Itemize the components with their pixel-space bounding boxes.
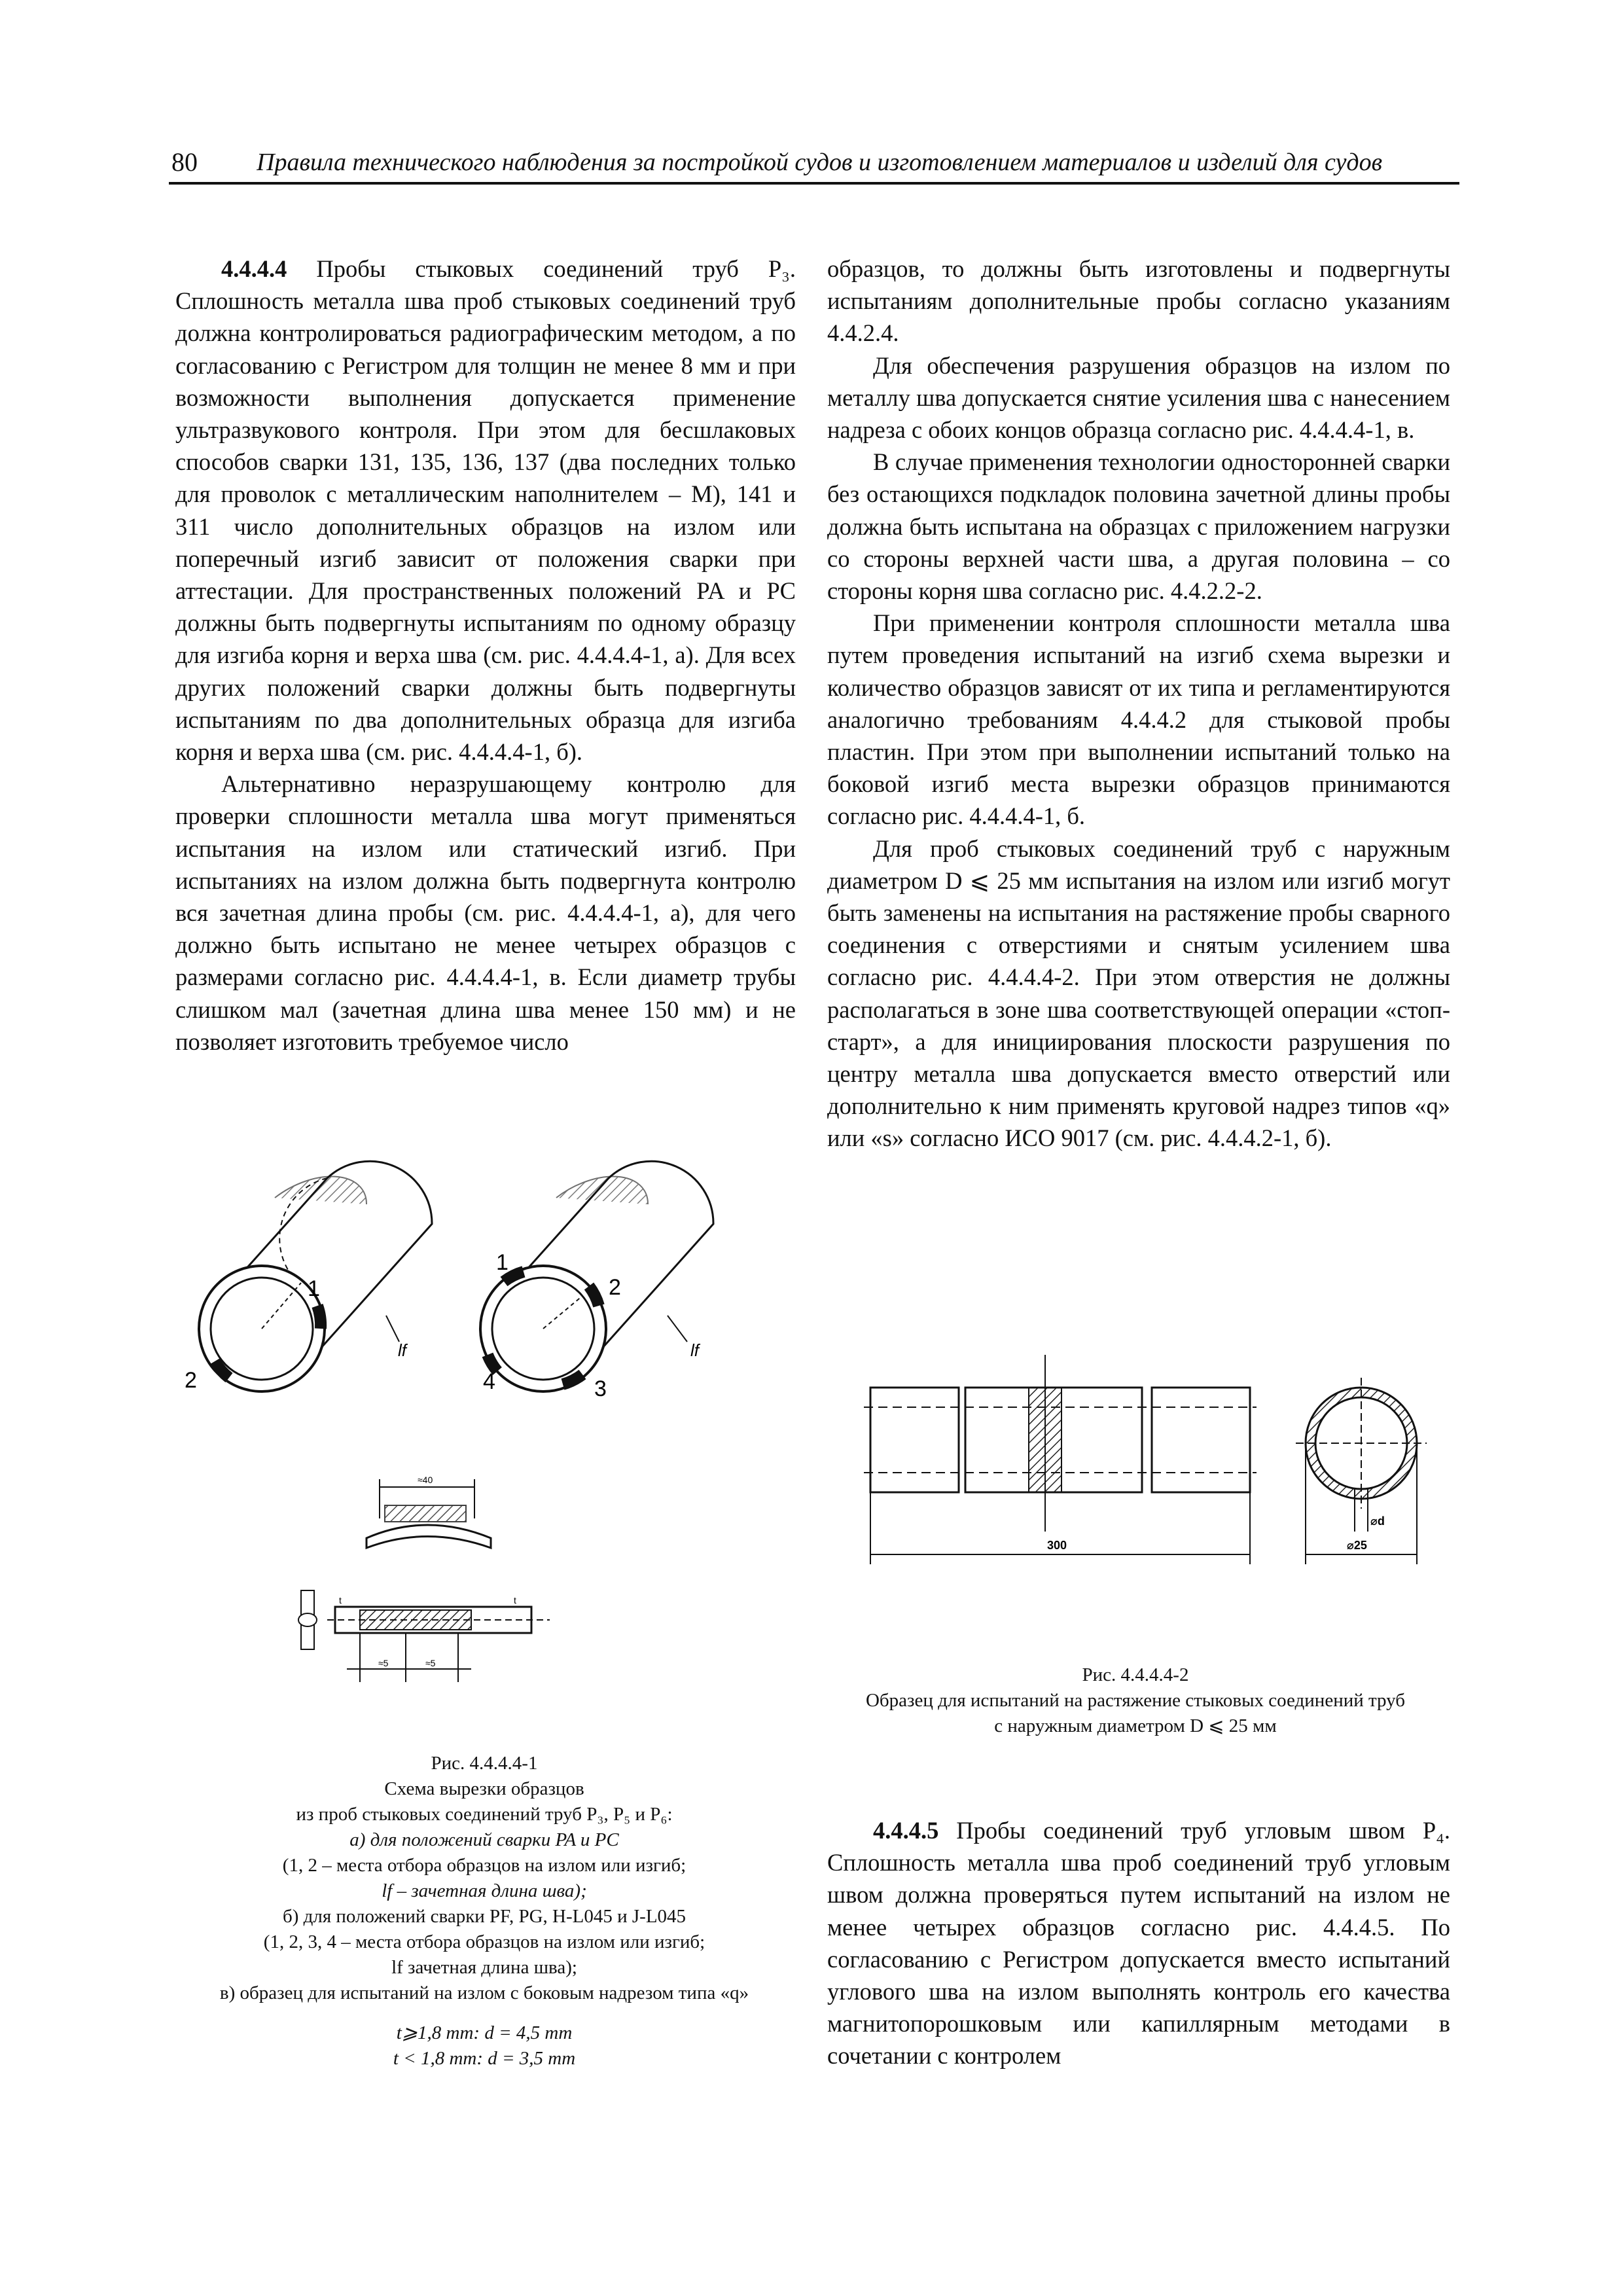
caption-line: с наружным диаметром D ⩽ 25 мм xyxy=(994,1715,1277,1736)
dim-5-left: ≈5 xyxy=(378,1658,389,1668)
dim-diameter-25: ⌀25 xyxy=(1347,1539,1367,1552)
figure-tensile-specimen xyxy=(864,1348,1440,1584)
section-number: 4.4.4.4 xyxy=(221,255,287,282)
caption-line: t⩾1,8 mm: d = 4,5 mm xyxy=(396,2022,573,2043)
paragraph-text: Пробы соединений труб угловым швом P₄. Сплошность металла шва проб соединений труб угловым швом должна проверяться путем испытаний на излом не менее четырех образцов согласно рис. 4.4.4.5. По согласованию с Регистром допускается вместо испытаний углового шва на излом выполнять контроль его качества магнитопорошковым или капиллярным методами в сочетании с контролем xyxy=(827,1817,1450,2070)
caption-line: lf зачетная длина шва); xyxy=(391,1957,577,1978)
dim-t-left: t xyxy=(339,1595,342,1605)
left-column xyxy=(175,253,796,1058)
fig-a-label-lf: lf xyxy=(398,1340,406,1360)
paragraph-alternative: Альтернативно неразрушающему контролю для проверки сплошности металла шва могут применяться испытания на излом или статический изгиб. При испытаниях на излом должна быть подвергнута контролю вся зачетная длина пробы (см. рис. 4.4.4.4-1, а), для чего должно быть испытано не менее четырех образцов с размерами согласно рис. 4.4.4.4-1, в. Если диаметр трубы слишком мал (зачетная длина шва менее 150 мм) и не позволяет изготовить требуемое число xyxy=(175,770,796,1055)
right-column xyxy=(827,253,1450,1155)
paragraph-4-4-4-4 xyxy=(175,253,796,768)
paragraph-bend: При применении контроля сплошности металла шва путем проведения испытаний на изгиб схема вырезки и количество образцов зависят от их типа и регламентируются аналогично требованиям 4.4.4.2 для стыковой пробы пластин. При этом при выполнении испытаний только на боковой изгиб места вырезки образцов принимаются согласно рис. 4.4.4.4-1, б. xyxy=(827,609,1450,830)
caption-line: Образец для испытаний на растяжение стыковых соединений труб xyxy=(865,1690,1406,1711)
fig-a-label-2: 2 xyxy=(185,1368,197,1393)
figure-2-caption xyxy=(812,1662,1459,1739)
caption-line: lf – зачетная длина шва); xyxy=(382,1880,587,1901)
caption-line: б) для положений сварки PF, PG, H-L045 и J-L045 xyxy=(282,1906,687,1927)
paragraph-fracture: Для обеспечения разрушения образцов на излом по металлу шва допускается снятие усиления шва с нанесением надреза с обоих концов образца согласно рис. 4.4.4.4-1, в. xyxy=(827,351,1450,444)
paragraph-small-diameter: Для проб стыковых соединений труб с наружным диаметром D ⩽ 25 мм испытания на излом или изгиб могут быть заменены на испытания на растяжение пробы сварного соединения с отверстиями и снятым усилением шва согласно рис. 4.4.4.4-2. При этом отверстия не должны располагаться в зоне шва соответствующей операции «стоп-старт», а для инициирования плоскости разрушения по центру металла шва допускается вместо отверстий или дополнительно к ним применять круговой надрез типов «q» или «s» согласно ИСО 9017 (см. рис. 4.4.4.2-1, б). xyxy=(827,834,1450,1152)
figure-pipe-sketches xyxy=(170,1152,798,1401)
fig-b-label-1: 1 xyxy=(496,1250,508,1275)
caption-line: (1, 2, 3, 4 – места отбора образцов на излом или изгиб; xyxy=(263,1931,705,1952)
header-rule xyxy=(169,182,1459,185)
caption-line: t < 1,8 mm: d = 3,5 mm xyxy=(393,2048,576,2069)
fig-b-label-lf: lf xyxy=(690,1340,699,1360)
caption-line: в) образец для испытаний на излом с боковым надрезом типа «q» xyxy=(219,1982,749,2003)
paragraph-text: Пробы стыковых соединений труб P₃. Сплошность металла шва проб стыковых соединений труб должна контролироваться радиографическим методом, а по согласованию с Регистром для толщин не менее 8 мм и при возможности выполнения допускается применение ультразвукового контроля. При этом для бесшлаковых способов сварки 131, 135, 136, 137 (два последних только для проволок с металлическим наполнителем – М), 141 и 311 число дополнительных образцов на излом или поперечный изгиб зависит от положения сварки при аттестации. Для пространственных положений PA и PC должны быть подвергнуты испытаниям по одному образцу для изгиба корня и верха шва (см. рис. 4.4.4.4-1, а). Для всех других положений сварки должны быть подвергнуты испытаниям по два дополнительных образца для изгиба корня и верха шва (см. рис. 4.4.4.4-1, б). xyxy=(175,255,796,766)
dim-40: ≈40 xyxy=(418,1475,433,1485)
figure-specimen-c xyxy=(288,1466,576,1702)
page-number: 80 xyxy=(171,147,198,177)
caption-line: (1, 2 – места отбора образцов на излом или изгиб; xyxy=(282,1855,687,1876)
bottom-right-column xyxy=(827,1814,1450,2072)
paragraph-one-sided: В случае применения технологии односторонней сварки без остающихся подкладок половина зачетной длины пробы должна быть испытана на образцах с приложением нагрузки со стороны верхней части шва, а другая половина – со стороны корня шва согласно рис. 4.4.2.2-2. xyxy=(827,448,1450,605)
caption-line: Рис. 4.4.4.4-1 xyxy=(431,1753,538,1774)
fig-b-label-3: 3 xyxy=(594,1376,607,1401)
dim-d: ⌀d xyxy=(1370,1515,1385,1528)
caption-line: Рис. 4.4.4.4-2 xyxy=(1082,1664,1189,1685)
fig-b-label-4: 4 xyxy=(483,1369,495,1394)
caption-line: Схема вырезки образцов xyxy=(384,1778,584,1799)
paragraph-continuation: образцов, то должны быть изготовлены и подвергнуты испытаниям дополнительные пробы согласно указаниям 4.4.2.4. xyxy=(827,255,1450,347)
fig-a-label-1: 1 xyxy=(308,1276,320,1301)
caption-line: из проб стыковых соединений труб P₃, P₅ и P₆: xyxy=(296,1804,673,1825)
dim-length-300: 300 xyxy=(1047,1539,1067,1552)
running-header-title: Правила технического наблюдения за постройкой судов и изготовлением материалов и изделий для судов xyxy=(257,149,1383,176)
caption-line: а) для положений сварки PA и PC xyxy=(349,1829,619,1850)
pipe-sketch-b xyxy=(480,1161,713,1391)
dim-t-right: t xyxy=(514,1595,516,1605)
section-number: 4.4.4.5 xyxy=(873,1817,939,1844)
dim-5-right: ≈5 xyxy=(425,1658,436,1668)
fig-b-label-2: 2 xyxy=(609,1275,621,1300)
figure-1-caption xyxy=(170,1751,798,2072)
paragraph-4-4-4-5 xyxy=(827,1814,1450,2072)
